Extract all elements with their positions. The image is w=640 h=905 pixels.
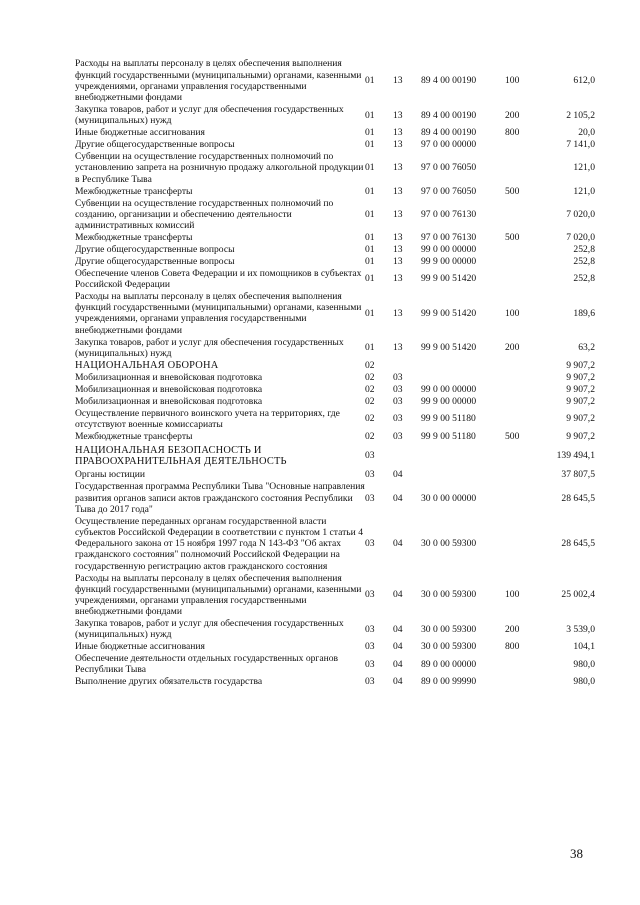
row-amount: 980,0 (573, 658, 595, 670)
row-target-article: 97 0 00 76050 (421, 185, 477, 197)
row-section-code: 01 (365, 139, 375, 151)
table-row (75, 572, 595, 618)
row-subsection-code: 03 (393, 413, 403, 425)
row-subsection-code: 04 (393, 641, 403, 653)
row-subsection-code: 03 (393, 395, 403, 407)
row-amount: 9 907,2 (566, 383, 595, 395)
row-expense-type: 800 (505, 641, 520, 653)
row-target-article: 99 9 00 51180 (421, 430, 476, 442)
row-section-code: 01 (365, 255, 375, 267)
row-section-code: 03 (365, 589, 375, 601)
row-expense-type (505, 653, 535, 676)
row-section-code: 01 (365, 243, 375, 255)
row-expense-type (505, 197, 535, 231)
row-expense-type: 200 (505, 342, 520, 354)
row-section-code: 03 (365, 450, 375, 462)
table-row (75, 395, 595, 407)
row-target-article: 97 0 00 76130 (421, 231, 477, 243)
table-row (75, 267, 595, 290)
table-row (75, 291, 595, 337)
row-section-code: 02 (365, 359, 375, 371)
row-name: Межбюджетные трансферты (75, 430, 193, 442)
row-name: Осуществление переданных органам государственной власти субъектов Российской Федерации в соответствии с пунктом 1 статьи 4 Федерального закона от 15 ноября 1997 года N 143-ФЗ "Об актах гражданского состояния" полномочий Российской Федерации на государственную регистрацию актов гражданского состояния (75, 515, 363, 572)
row-name: Обеспечение членов Совета Федерации и их помощников в субъектах Российской Федерации (75, 267, 362, 291)
row-subsection-code: 13 (393, 231, 403, 243)
row-subsection-code: 13 (393, 109, 403, 121)
row-expense-type: 200 (505, 109, 520, 121)
row-amount: 139 494,1 (556, 450, 595, 462)
row-amount: 9 907,2 (566, 359, 595, 371)
row-subsection-code: 04 (393, 538, 403, 550)
row-target-article: 89 4 00 00190 (421, 127, 477, 139)
row-name: Расходы на выплаты персоналу в целях обеспечения выполнения функций государственными (муниципальными) органами, казенными учреждениями, органами управления государственными внебюджетными фондами (75, 58, 362, 103)
row-name: Другие общегосударственные вопросы (75, 255, 235, 267)
row-subsection-code: 13 (393, 127, 403, 139)
row-section-code: 01 (365, 307, 375, 319)
row-subsection-code: 13 (393, 307, 403, 319)
row-amount: 252,8 (573, 255, 595, 267)
row-section-code: 01 (365, 109, 375, 121)
row-name: Государственная программа Республики Тыва "Основные направления развития органов записи актов гражданского состояния Республики Тыва до 2017 года" (75, 481, 365, 515)
row-name: Мобилизационная и вневойсковая подготовка (75, 371, 263, 383)
row-name: Закупка товаров, работ и услуг для обеспечения государственных (муниципальных) нужд (75, 336, 344, 359)
table-row (75, 104, 595, 127)
row-name: Мобилизационная и вневойсковая подготовка (75, 383, 263, 395)
row-expense-type (505, 443, 535, 469)
row-name: Закупка товаров, работ и услуг для обеспечения государственных (муниципальных) нужд (75, 618, 344, 641)
row-amount: 9 907,2 (566, 413, 595, 425)
table-row (75, 336, 595, 359)
table-row (75, 469, 595, 481)
row-amount: 3 539,0 (566, 623, 595, 635)
row-target-article: 30 0 00 59300 (421, 623, 477, 635)
row-name: Другие общегосударственные вопросы (75, 243, 235, 255)
table-row (75, 515, 595, 572)
row-section-code: 01 (365, 208, 375, 220)
row-name: Межбюджетные трансферты (75, 185, 193, 197)
page-number: 38 (570, 846, 583, 861)
row-expense-type (505, 151, 535, 185)
row-amount: 104,1 (573, 641, 595, 653)
row-amount: 189,6 (573, 307, 595, 319)
table-row (75, 232, 595, 244)
row-name: Осуществление первичного воинского учета на территориях, где отсутствуют военные комиссариаты (75, 407, 340, 430)
row-expense-type: 800 (505, 127, 520, 139)
row-target-article: 97 0 00 76130 (421, 208, 477, 220)
row-subsection-code (393, 359, 421, 371)
row-section-code: 01 (365, 127, 375, 139)
row-target-article: 30 0 00 59300 (421, 641, 477, 653)
row-section-code: 01 (365, 273, 375, 285)
row-name: Расходы на выплаты персоналу в целях обеспечения выполнения функций государственными (муниципальными) органами, казенными учреждениями, органами управления государственными внебюджетными фондами (75, 572, 362, 618)
row-expense-type (505, 515, 535, 572)
row-target-article: 89 0 00 00000 (421, 658, 477, 670)
row-expense-type: 500 (505, 430, 520, 442)
row-subsection-code: 04 (393, 469, 403, 481)
row-target-article: 89 0 00 99990 (421, 676, 477, 688)
row-name: Субвенции на осуществление государственных полномочий по установлению запрета на розничную продажу алкогольной продукции в Республике Тыва (75, 151, 364, 185)
row-section-code: 02 (365, 430, 375, 442)
budget-table (75, 58, 595, 688)
row-name: Обеспечение деятельности отдельных государственных органов Республики Тыва (75, 653, 339, 676)
row-subsection-code: 03 (393, 430, 403, 442)
row-target-article (421, 443, 505, 469)
row-subsection-code: 04 (393, 623, 403, 635)
row-section-code: 02 (365, 383, 375, 395)
row-amount: 20,0 (578, 127, 595, 139)
table-row (75, 431, 595, 443)
table-row (75, 618, 595, 641)
row-subsection-code (393, 443, 421, 469)
table-row (75, 139, 595, 151)
row-section-code: 03 (365, 658, 375, 670)
row-expense-type: 200 (505, 623, 520, 635)
table-row (75, 244, 595, 256)
row-expense-type (505, 395, 535, 407)
table-row-section (75, 443, 595, 469)
row-target-article (421, 469, 505, 481)
row-expense-type (505, 469, 535, 481)
row-section-code: 03 (365, 676, 375, 688)
table-row (75, 151, 595, 185)
row-target-article (421, 359, 505, 371)
table-row (75, 481, 595, 515)
row-target-article: 99 9 00 51180 (421, 413, 476, 425)
row-amount: 28 645,5 (561, 492, 595, 504)
table-row (75, 371, 595, 383)
row-subsection-code: 13 (393, 208, 403, 220)
row-amount: 63,2 (578, 342, 595, 354)
table-row (75, 255, 595, 267)
row-target-article: 99 9 00 51420 (421, 342, 477, 354)
row-expense-type: 100 (505, 589, 520, 601)
row-section-code: 02 (365, 395, 375, 407)
row-name: Расходы на выплаты персоналу в целях обеспечения выполнения функций государственными (муниципальными) органами, казенными учреждениями, органами управления государственными внебюджетными фондами (75, 291, 362, 336)
row-amount: 9 907,2 (566, 395, 595, 407)
row-subsection-code: 13 (393, 342, 403, 354)
table-row (75, 127, 595, 139)
row-subsection-code: 13 (393, 75, 403, 87)
row-target-article: 99 9 00 51420 (421, 307, 477, 319)
table-row (75, 407, 595, 430)
row-section-code: 03 (365, 538, 375, 550)
row-amount: 7 141,0 (566, 139, 595, 151)
row-expense-type (505, 359, 535, 371)
row-section-code: 01 (365, 342, 375, 354)
table-row (75, 641, 595, 653)
row-target-article: 99 9 00 51420 (421, 273, 477, 285)
row-expense-type: 100 (505, 307, 520, 319)
row-subsection-code: 04 (393, 676, 403, 688)
row-target-article: 99 9 00 00000 (421, 255, 477, 267)
row-amount: 7 020,0 (566, 208, 595, 220)
row-expense-type (505, 383, 535, 395)
row-target-article: 30 0 00 00000 (421, 492, 477, 504)
row-expense-type (505, 139, 535, 151)
row-expense-type (505, 255, 535, 267)
row-target-article (421, 371, 505, 383)
row-section-code: 01 (365, 231, 375, 243)
row-section-code: 02 (365, 371, 375, 383)
budget-table-body (75, 58, 595, 688)
row-amount: 9 907,2 (566, 371, 595, 383)
row-name: Органы юстиции (75, 469, 146, 481)
row-expense-type (505, 481, 535, 515)
row-target-article: 97 0 00 76050 (421, 162, 477, 174)
table-row (75, 676, 595, 688)
row-subsection-code: 03 (393, 371, 403, 383)
row-amount: 252,8 (573, 273, 595, 285)
row-expense-type: 500 (505, 231, 520, 243)
row-amount: 121,0 (573, 185, 595, 197)
row-subsection-code: 13 (393, 273, 403, 285)
row-section-code: 01 (365, 162, 375, 174)
row-name: Межбюджетные трансферты (75, 231, 193, 243)
table-row (75, 383, 595, 395)
row-section-code: 03 (365, 492, 375, 504)
row-expense-type (505, 244, 535, 256)
row-subsection-code: 13 (393, 185, 403, 197)
row-target-article: 97 0 00 00000 (421, 139, 477, 151)
row-expense-type: 500 (505, 185, 520, 197)
row-amount: 37 807,5 (561, 469, 595, 481)
row-section-code: 03 (365, 641, 375, 653)
row-section-code: 03 (365, 623, 375, 635)
row-expense-type (505, 676, 535, 688)
row-target-article: 99 0 00 00000 (421, 243, 477, 255)
row-expense-type (505, 267, 535, 290)
row-name: Выполнение других обязательств государства (75, 676, 263, 688)
row-section-code: 03 (365, 469, 375, 481)
row-subsection-code: 04 (393, 658, 403, 670)
row-expense-type (505, 371, 535, 383)
row-name: НАЦИОНАЛЬНАЯ БЕЗОПАСНОСТЬ И ПРАВООХРАНИТЕЛЬНАЯ ДЕЯТЕЛЬНОСТЬ (75, 444, 287, 467)
row-amount: 252,8 (573, 243, 595, 255)
row-subsection-code: 13 (393, 162, 403, 174)
row-expense-type: 100 (505, 75, 520, 87)
row-target-article: 30 0 00 59300 (421, 538, 477, 550)
table-row (75, 185, 595, 197)
row-name: Иные бюджетные ассигнования (75, 641, 205, 653)
row-amount: 980,0 (573, 676, 595, 688)
row-target-article: 89 4 00 00190 (421, 109, 477, 121)
row-section-code: 02 (365, 413, 375, 425)
row-subsection-code: 13 (393, 255, 403, 267)
row-target-article: 99 9 00 00000 (421, 395, 477, 407)
row-expense-type (505, 407, 535, 430)
row-subsection-code: 04 (393, 492, 403, 504)
row-target-article: 99 0 00 00000 (421, 383, 477, 395)
row-subsection-code: 04 (393, 589, 403, 601)
row-section-code: 01 (365, 75, 375, 87)
row-name: Другие общегосударственные вопросы (75, 139, 235, 151)
row-amount: 9 907,2 (566, 430, 595, 442)
table-row (75, 197, 595, 231)
row-subsection-code: 03 (393, 383, 403, 395)
row-section-code: 01 (365, 185, 375, 197)
table-row-section (75, 359, 595, 371)
row-amount: 28 645,5 (561, 538, 595, 550)
row-amount: 121,0 (573, 162, 595, 174)
row-subsection-code: 13 (393, 243, 403, 255)
row-amount: 2 105,2 (566, 109, 595, 121)
table-row (75, 653, 595, 676)
row-name: Закупка товаров, работ и услуг для обеспечения государственных (муниципальных) нужд (75, 103, 344, 127)
row-name: Субвенции на осуществление государственных полномочий по созданию, организации и обеспечению деятельности административных комиссий (75, 197, 334, 231)
row-amount: 25 002,4 (561, 589, 595, 601)
row-target-article: 89 4 00 00190 (421, 75, 477, 87)
row-subsection-code: 13 (393, 139, 403, 151)
table-row (75, 58, 595, 104)
row-name: Мобилизационная и вневойсковая подготовка (75, 395, 263, 407)
row-name: НАЦИОНАЛЬНАЯ ОБОРОНА (75, 359, 219, 371)
row-target-article: 30 0 00 59300 (421, 589, 477, 601)
row-name: Иные бюджетные ассигнования (75, 127, 205, 139)
row-amount: 7 020,0 (566, 231, 595, 243)
row-amount: 612,0 (573, 75, 595, 87)
